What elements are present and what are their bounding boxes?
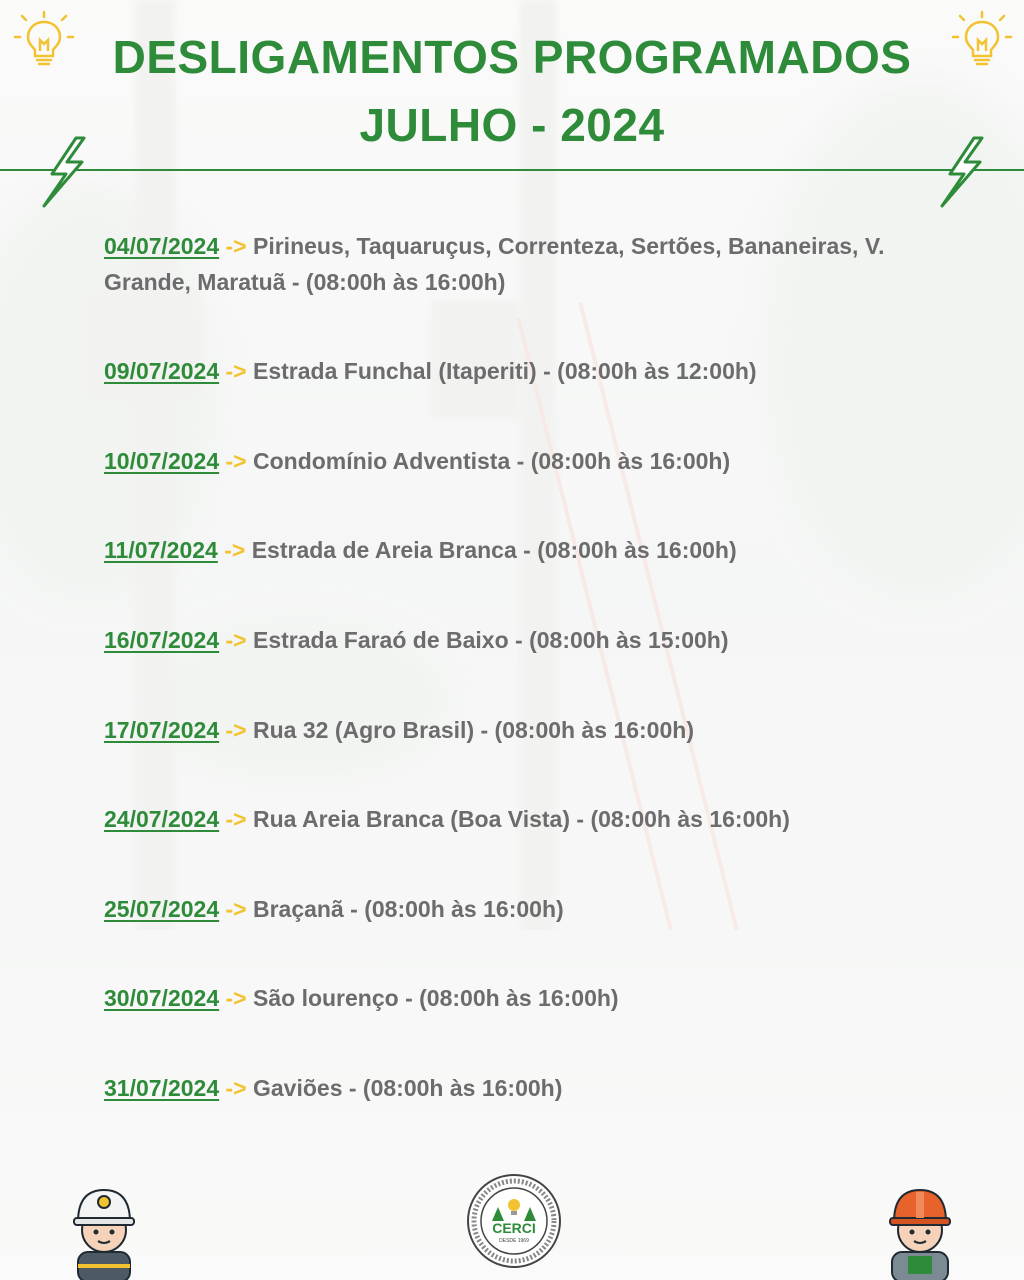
arrow-icon: ->	[224, 537, 246, 563]
item-description: Pirineus, Taquaruçus, Correnteza, Sertões, Bananeiras, V. Grande, Maratuã - (08:00h às 16:00h)	[104, 233, 885, 295]
list-item	[104, 622, 924, 658]
lightning-bolt-icon	[36, 136, 90, 208]
item-date: 30/07/2024	[104, 985, 220, 1011]
worker-avatar-icon	[64, 1180, 144, 1280]
page-title: DESLIGAMENTOS PROGRAMADOS	[112, 31, 912, 83]
svg-text:DESDE 1969: DESDE 1969	[499, 1238, 529, 1244]
item-date: 25/07/2024	[104, 896, 220, 922]
arrow-icon: ->	[225, 985, 247, 1011]
list-item	[104, 891, 924, 927]
list-item	[104, 980, 924, 1016]
cerci-logo	[466, 1173, 562, 1269]
item-date: 17/07/2024	[104, 717, 220, 743]
list-item	[104, 228, 924, 300]
item-date: 24/07/2024	[104, 806, 220, 832]
list-item	[104, 801, 924, 837]
arrow-icon: ->	[225, 358, 247, 384]
arrow-icon: ->	[225, 1075, 247, 1101]
item-description: Condomínio Adventista - (08:00h às 16:00h)	[253, 448, 731, 474]
list-item	[104, 532, 924, 568]
lightning-bolt-icon	[934, 136, 988, 208]
divider	[0, 169, 1024, 171]
item-description: Estrada Funchal (Itaperiti) - (08:00h às 12:00h)	[253, 358, 757, 384]
item-date: 09/07/2024	[104, 358, 220, 384]
arrow-icon: ->	[225, 717, 247, 743]
arrow-icon: ->	[225, 448, 247, 474]
item-description: Estrada de Areia Branca - (08:00h às 16:00h)	[251, 537, 737, 563]
item-date: 31/07/2024	[104, 1075, 220, 1101]
arrow-icon: ->	[225, 806, 247, 832]
item-description: Rua Areia Branca (Boa Vista) - (08:00h às 16:00h)	[253, 806, 790, 832]
arrow-icon: ->	[225, 896, 247, 922]
item-description: Rua 32 (Agro Brasil) - (08:00h às 16:00h)	[253, 717, 694, 743]
list-item	[104, 443, 924, 479]
item-description: Estrada Faraó de Baixo - (08:00h às 15:00h)	[253, 627, 729, 653]
page-subtitle: JULHO - 2024	[359, 99, 665, 151]
list-item	[104, 353, 924, 389]
worker-avatar-icon	[880, 1180, 960, 1280]
arrow-icon: ->	[225, 233, 247, 259]
item-date: 10/07/2024	[104, 448, 220, 474]
list-item	[104, 712, 924, 748]
item-description: Braçanã - (08:00h às 16:00h)	[253, 896, 564, 922]
list-item	[104, 1070, 924, 1106]
arrow-icon: ->	[225, 627, 247, 653]
item-description: Gaviões - (08:00h às 16:00h)	[253, 1075, 563, 1101]
item-date: 11/07/2024	[104, 537, 218, 563]
item-description: São lourenço - (08:00h às 16:00h)	[253, 985, 619, 1011]
svg-text:CERCI: CERCI	[492, 1220, 536, 1236]
item-date: 04/07/2024	[104, 233, 220, 259]
item-date: 16/07/2024	[104, 627, 220, 653]
